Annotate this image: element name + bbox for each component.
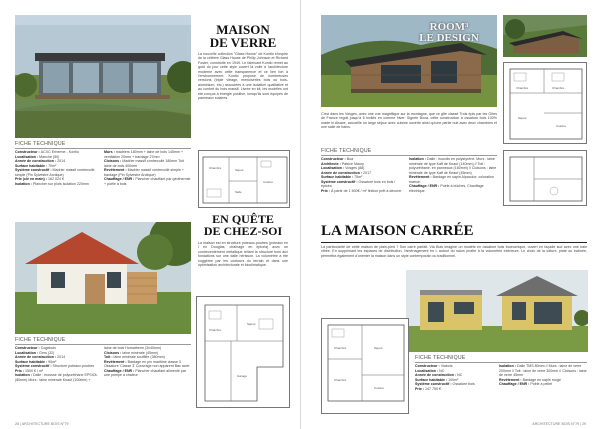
room3-title xyxy=(404,22,494,44)
spec-value: Ossature bois en bois / épicéa xyxy=(321,179,396,188)
spec-value: Patrice Maury xyxy=(341,161,364,166)
glass-house-photo xyxy=(15,15,191,138)
maison-carree-illustration xyxy=(406,270,588,352)
chez-soi-house-photo xyxy=(15,222,191,334)
maison-carree-plan-drawing xyxy=(322,319,409,414)
spec-line xyxy=(499,364,587,378)
spec-label: Système constructif : xyxy=(15,364,53,368)
maison-carree-render xyxy=(406,270,588,352)
en-quete-title-line2: DE CHEZ-SOI xyxy=(203,224,283,238)
plan-room-label: Chambre xyxy=(334,346,347,350)
spec-value: Madrier massif contrecollé simple + bardage (Pin Sylvestre Arctique) xyxy=(104,168,184,177)
maison-verre-title-line1: MAISON xyxy=(216,22,270,37)
spec-label: Isolation : xyxy=(15,181,33,186)
spec-label: Chauffage / ENR : xyxy=(104,368,136,373)
maison-verre-specs-col1 xyxy=(15,150,100,186)
spec-value: Cogebois xyxy=(40,346,56,350)
glass-house-plan-drawing xyxy=(199,151,290,208)
spec-label: Surface habitable : xyxy=(321,175,355,179)
maison-verre-body: La nouvelle collection "Glass House" de Kontio s'inspire de la célèbre Glass House de Philip Johnson et Richard Foster, construite en 1949. Le fabricant Kontio remet au goût du jour cette style ouvert la voile à l'architecture moderne avec cette transparence et ce lien fort à l'environnement. Kontio propose de nombreuses versions (triple vitrage, menuiseries bois ou bois-aluminium, etc.) associées à une isolation qualitative et au confort du bois massif. Livrée en kit, les modèles ont été conçus à énergie positive, lorsqu'ils sont équipés de panneaux solaires. xyxy=(198,52,288,101)
spec-label: Murs : xyxy=(104,150,116,154)
spec-line xyxy=(321,189,405,194)
spec-label: Prix : xyxy=(15,368,25,373)
room3-specs-col1 xyxy=(321,157,405,193)
spec-value: Dalle : hourdis en polystyrène. Murs : laine minérale de type Kaff de Knauf (140mm) // Toit : polyuréthane. en panneaux (160mm) // Cloisons : laine minérale de type Kaff de Knauf (45mm) xyxy=(409,157,497,175)
room3-interior-illustration xyxy=(503,15,587,57)
spec-label: Revêtement : xyxy=(104,168,128,172)
spec-label: Localisation : xyxy=(321,166,346,170)
maison-verre-fiche-divider xyxy=(15,148,191,149)
room3-interior-photo xyxy=(503,15,587,57)
spec-line xyxy=(104,369,192,378)
spec-line xyxy=(409,157,497,175)
maison-carree-title: LA MAISON CARRÉE xyxy=(321,223,474,239)
plan-room-label: Garage xyxy=(237,374,248,378)
en-quete-body: La maison est en structure poteaux-poutres (poteaux en I en Douglas, chaînage en épicéa) avec un contreventement métallique reliant la structure bois aux fondations sur une dalle hérisson. La volumétrie a été suggérée par les contours du terrain et dans une optimisation architecturale et bioclimatique. xyxy=(198,241,288,268)
maison-carree-specs-col1 xyxy=(415,364,495,391)
spec-label: Localisation : xyxy=(415,368,440,373)
spec-value: Boa xyxy=(346,157,354,161)
en-quete-fiche-label: FICHE TECHNIQUE xyxy=(15,337,66,343)
spec-value: À partir de 1 500€ / m² finition prêt à décorer xyxy=(331,188,402,193)
spec-label: Système constructif : xyxy=(15,168,53,172)
spec-label: Revêtement : xyxy=(104,359,128,364)
room3-floor-plan xyxy=(503,62,587,144)
maison-carree-fiche-divider xyxy=(415,362,587,363)
spec-line xyxy=(409,175,497,184)
spec-value: Plancher chauffant alimenté par une pompe à chaleur xyxy=(104,368,187,377)
maison-carree-floor-plan xyxy=(321,318,409,414)
spec-line xyxy=(499,382,587,387)
plan-room-label: Chambre xyxy=(334,378,347,382)
room3-secondary-plan-drawing xyxy=(504,151,587,206)
plan-room-label: Chambre xyxy=(516,86,529,90)
spec-label: Constructeur : xyxy=(415,364,441,368)
chez-soi-plan-drawing xyxy=(197,297,290,408)
spec-line xyxy=(104,168,192,177)
spec-value: Ossature bois xyxy=(452,382,475,386)
room3-fiche-divider xyxy=(321,155,497,156)
plan-room-label: Chambre xyxy=(209,328,222,332)
maison-verre-fiche-label: FICHE TECHNIQUE xyxy=(15,141,66,147)
spec-label: Isolation : xyxy=(499,364,517,368)
spec-value: Manche (50) xyxy=(39,154,60,159)
glass-house-illustration xyxy=(15,15,191,138)
spec-line xyxy=(15,168,100,177)
spec-line xyxy=(15,373,100,382)
maison-carree-title-rule xyxy=(321,242,587,243)
plan-room-label: Cuisine xyxy=(263,180,274,184)
plan-room-label: Séjour xyxy=(235,168,244,172)
plan-room-label: Chambre xyxy=(552,86,565,90)
spec-value: laine minérale (45mm) xyxy=(122,350,159,355)
spec-line xyxy=(104,360,192,369)
right-page xyxy=(300,0,600,429)
room3-specs-col2 xyxy=(409,157,497,193)
spec-value: 162 024 € xyxy=(47,177,64,181)
spec-value: Viabois xyxy=(440,364,453,368)
spec-value: 90m² xyxy=(48,359,57,364)
spec-value: Dalle TMS 80mm // Murs : laine de verre 200mm // Toit : laine de verre 300mm // Cloisons : laine de verre 45mm xyxy=(499,364,587,377)
spec-value: 147 750 € xyxy=(425,386,441,391)
spec-value: Poêle à bûches, Chauffage électrique xyxy=(409,184,484,193)
spec-value: Poêle à pellet xyxy=(530,382,553,386)
spec-label: Prix : xyxy=(415,386,425,391)
spec-label: Système constructif : xyxy=(321,179,359,184)
spec-label: Cloisons : xyxy=(104,350,123,355)
spec-line xyxy=(104,150,192,159)
en-quete-specs-col2 xyxy=(104,346,192,378)
spec-value: 2014 xyxy=(57,355,66,359)
spec-value: Plancher sur plots isolation 220mm xyxy=(32,181,89,186)
en-quete-title-line1: EN QUÊTE xyxy=(212,212,274,226)
spec-label: Année de construction : xyxy=(415,373,458,377)
spec-line xyxy=(104,177,192,186)
plan-room-label: Séjour xyxy=(374,346,383,350)
spec-label: Année de construction : xyxy=(15,355,58,359)
spec-value: Plancher chauffant par géothermie + poêle à bois xyxy=(104,177,191,186)
room3-secondary-plan xyxy=(503,150,587,206)
spec-label: Prix (clé en main) : xyxy=(15,177,48,181)
spec-label: Localisation : xyxy=(15,154,40,159)
spec-value: Dalle : mousse de polyuréthane EPSIOL (80mm) Murs : laine minérale Knauf (100mm) + xyxy=(15,373,98,382)
en-quete-fiche-divider xyxy=(15,344,191,345)
en-quete-title xyxy=(196,213,290,237)
spec-label: Cloisons : xyxy=(104,159,123,163)
spec-value: Bardage en pin maritime classe 3 Ossature 'Classe 3' Couvrage non apparent Bac acier xyxy=(104,359,190,368)
room3-fiche-label: FICHE TECHNIQUE xyxy=(321,148,372,154)
spec-value: 75m² xyxy=(354,175,363,179)
en-quete-specs-col1 xyxy=(15,346,100,382)
spec-value: ACXC Ernerme - Kontio xyxy=(40,150,79,154)
room3-title-line1: ROOM³ xyxy=(429,21,469,33)
spec-label: Revêtement : xyxy=(499,377,523,382)
spec-label: Revêtement : xyxy=(409,175,433,179)
spec-label: Surface habitable : xyxy=(15,163,49,168)
spec-value: 70m² xyxy=(48,163,57,168)
spec-value: Structure poteaux-poutres xyxy=(52,364,95,368)
spec-value: madriers 180mm + laine de bois 145mm + ventilation 20mm + bardage 27mm xyxy=(104,150,184,159)
spec-label: Système constructif : xyxy=(415,382,453,386)
room3-title-line2: LE DESIGN xyxy=(419,32,479,44)
spec-label: Constructeur : xyxy=(15,346,41,350)
maison-carree-body: La particularité de cette maison de plain-pied ? Son carré parfait. Via Bois imagine un modèle en ossature bois économique, ouvert en façade sud avec une baie vitrée. En supprimant les espaces de distribution, l'aménagement en L autour du salon profite à la volumétrie intérieure. Le choix de la toiture, plate ou inclinée, permettra également d'orienter la maison dans un style contemporain ou traditionnel. xyxy=(321,245,587,258)
spec-value: 2014 xyxy=(57,159,66,163)
room3-body: C'est dans les Vosges, avec une vue magnifique sur la montagne, que ce gîte classé Trois épis par les Gîtes de France regoit jusqu'à 6 invités en comme hiver. Signée Booa, cette construction à ossature bois 100% made in Alsace, accueille un large séjour avec cuisine ouverte ainsi qu'une partie nuit avec deux chambres et une salle de bains. xyxy=(321,112,497,130)
glass-house-floor-plan xyxy=(198,150,290,208)
maison-verre-specs-col2 xyxy=(104,150,192,186)
plan-room-label: Cuisine xyxy=(374,386,385,390)
maison-verre-title xyxy=(198,23,288,49)
plan-room-label: Salle xyxy=(235,190,242,194)
left-page-footer: 28 | ARCHITECTURE BOIS N°79 xyxy=(15,422,69,426)
spec-line xyxy=(409,184,497,193)
spec-value: 2017 xyxy=(363,170,372,175)
spec-label: Architecte : xyxy=(321,161,342,166)
spec-label: Chauffage / ENR : xyxy=(104,177,136,181)
spec-label: Année de construction : xyxy=(15,159,58,163)
spec-value: NC xyxy=(457,373,463,377)
spec-value: Bardage en sapin Alpacolor, coloration marron xyxy=(409,175,494,184)
spec-line xyxy=(104,159,192,168)
spec-label: Année de construction : xyxy=(321,170,364,175)
spec-value: laine minérale soufflée (380mm) xyxy=(113,355,165,359)
spec-label: Surface habitable : xyxy=(415,377,449,382)
spec-label: Isolation : xyxy=(15,373,33,377)
plan-room-label: Cuisine xyxy=(556,124,567,128)
spec-label: Constructeur : xyxy=(15,150,41,154)
maison-carree-fiche-label: FICHE TECHNIQUE xyxy=(415,355,466,361)
plan-room-label: Séjour xyxy=(518,116,527,120)
room3-plan-drawing xyxy=(504,63,587,144)
spec-label: Prix : xyxy=(321,188,331,193)
spec-label: Surface habitable : xyxy=(15,359,49,364)
chez-soi-illustration xyxy=(15,222,191,334)
plan-room-label: Chambre xyxy=(209,166,222,170)
spec-value: 1500 € / m² xyxy=(25,368,44,373)
spec-line xyxy=(321,180,405,189)
spec-value: Vosges (88) xyxy=(345,166,365,170)
maison-verre-title-line2: DE VERRE xyxy=(209,35,277,50)
plan-room-label: Séjour xyxy=(247,322,256,326)
spec-value: Gers (32) xyxy=(39,350,55,355)
right-page-footer: ARCHITECTURE BOIS N°79 | 29 xyxy=(532,422,586,426)
spec-value: Madrier massif contrecollé 180mm Toit laine de bois 400mm xyxy=(104,159,184,168)
spec-value: 100m² xyxy=(448,377,459,382)
chez-soi-floor-plan xyxy=(196,296,290,408)
spec-label: Chauffage / ENR : xyxy=(499,382,531,386)
spec-value: laine de bois Homatherm (3x40mm) xyxy=(104,346,162,350)
maison-carree-specs-col2 xyxy=(499,364,587,387)
spec-label: Toit : xyxy=(104,355,114,359)
spec-label: Constructeur : xyxy=(321,157,347,161)
spec-label: Isolation : xyxy=(409,157,427,161)
spec-line xyxy=(415,387,495,392)
spec-label: Localisation : xyxy=(15,350,40,355)
spec-value: NC xyxy=(439,368,445,373)
spec-line xyxy=(15,182,100,187)
spec-label: Chauffage / ENR : xyxy=(409,184,441,188)
spec-value: Madrier massif contrecollé simple (Pin Sylvestre Arctique) xyxy=(15,168,95,177)
spec-value: Bardage en sapin rouge xyxy=(522,377,561,382)
